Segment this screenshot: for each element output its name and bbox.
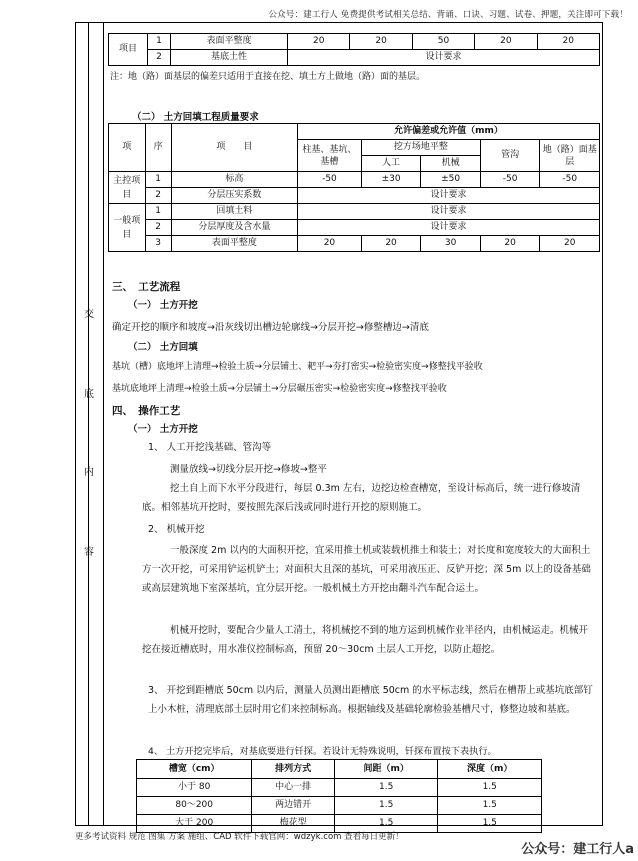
item-1-flow: 测量放线→切线分层开挖→修坡→整平 bbox=[170, 464, 327, 475]
section-3-2-title: （二） 土方回填 bbox=[128, 342, 198, 353]
table-cell: 大于 200 bbox=[137, 815, 252, 833]
item-1-paragraph: 挖土自上而下水平分段进行，每层 0.3m 左右，边挖边检查槽宽，至设计标高后，统一进行修坡清底。相邻基坑开挖时，要按照先深后浅或同时进行开挖的原则施工。 bbox=[142, 483, 581, 513]
side-label-4: 容 bbox=[84, 547, 94, 558]
table-cell: 1.5 bbox=[334, 797, 438, 815]
table-cell: 1 bbox=[145, 204, 171, 220]
table-cell: 标高 bbox=[171, 172, 297, 188]
table-cell: 50 bbox=[412, 34, 474, 50]
table-header: 间距（m） bbox=[334, 760, 438, 779]
table-cell: ±50 bbox=[421, 172, 481, 188]
table-cell: 20 bbox=[537, 34, 599, 50]
table-header: 挖方场地平整 bbox=[361, 140, 480, 156]
table-cell: 20 bbox=[288, 34, 350, 50]
table-cell: 1.5 bbox=[334, 779, 438, 797]
section-3-1-title: （一） 土方开挖 bbox=[128, 300, 198, 311]
table-header: 人工 bbox=[361, 156, 421, 172]
table-header: 槽宽（cm） bbox=[137, 760, 252, 779]
footer-text: 更多考试资料 规范 图集 方案 施组、CAD 软件下载官网：wdzyk.com 查看每日更新！ bbox=[75, 832, 404, 842]
table-cell: 30 bbox=[421, 236, 481, 252]
table-cell: 基底土性 bbox=[171, 50, 288, 66]
table-cell: 设计要求 bbox=[298, 220, 600, 236]
table-row bbox=[109, 172, 600, 188]
table-header: 深度（m） bbox=[438, 760, 542, 779]
table-header: 柱基、基坑、基槽 bbox=[298, 140, 362, 172]
table-cell: 20 bbox=[361, 236, 421, 252]
top-row-label: 项目 bbox=[109, 34, 148, 66]
section-2-title: （二） 土方回填工程质量要求 bbox=[132, 112, 259, 123]
table-row bbox=[109, 124, 600, 140]
table-cell: 20 bbox=[475, 34, 537, 50]
document-page bbox=[75, 22, 603, 826]
table-row bbox=[109, 236, 600, 252]
table-row bbox=[109, 34, 600, 50]
side-label-2: 底 bbox=[84, 389, 94, 400]
table-cell: 1 bbox=[145, 172, 171, 188]
table-header: 地（路）面基层 bbox=[540, 140, 600, 172]
table-cell: 表面平整度 bbox=[171, 34, 288, 50]
table-cell: -50 bbox=[298, 172, 362, 188]
section-4-title: 四、 操作工艺 bbox=[112, 405, 181, 417]
table-row bbox=[137, 779, 542, 797]
table-cell: 20 bbox=[350, 34, 412, 50]
table-cell: 1.5 bbox=[438, 797, 542, 815]
table-cell: 1.5 bbox=[334, 815, 438, 833]
table-cell: 中心一排 bbox=[252, 779, 335, 797]
table-header: 项 目 bbox=[171, 124, 297, 172]
table-cell: 两边错开 bbox=[252, 797, 335, 815]
table-cell: 分层压实系数 bbox=[171, 188, 297, 204]
table-header: 允许偏差或允许值（mm） bbox=[298, 124, 600, 140]
section-3-title: 三、 工艺流程 bbox=[112, 281, 181, 293]
section-3-1-text: 确定开挖的顺序和坡度→沿灰线切出槽边轮廓线→分层开挖→修整槽边→清底 bbox=[112, 322, 429, 333]
table-cell: 梅花型 bbox=[252, 815, 335, 833]
table-row bbox=[109, 204, 600, 220]
section-3-2-text-1: 基坑（槽）底地坪上清理→检验土质→分层铺土、耙平→夯打密实→检验密实度→修整找平验收 bbox=[112, 362, 483, 372]
table-cell: ±30 bbox=[361, 172, 421, 188]
table-note: 注：地（路）面基层的偏差只适用于直接在挖、填土方上做地（路）面的基层。 bbox=[110, 72, 426, 82]
item-3-paragraph: 3、 开挖到距槽底 50cm 以内后，测量人员测出距槽底 50cm 的水平标志线，然后在槽帮上或基坑底部钉上小木桩，清理底部土层时用它们来控制标高。根据轴线及基础轮廓检验基槽尺寸，修整边坡和基底。 bbox=[148, 685, 593, 715]
table-cell: 20 bbox=[298, 236, 362, 252]
table-cell: 1.5 bbox=[438, 815, 542, 833]
table-cell: 2 bbox=[148, 50, 171, 66]
side-label-1: 交 bbox=[84, 309, 94, 320]
table-header: 序 bbox=[145, 124, 171, 172]
side-label-3: 内 bbox=[84, 467, 94, 478]
table-cell: 设计要求 bbox=[298, 204, 600, 220]
probe-table bbox=[136, 759, 542, 833]
table-row bbox=[137, 797, 542, 815]
table-row bbox=[109, 188, 600, 204]
table-cell: 设计要求 bbox=[288, 50, 600, 66]
section-4-1-title: （一） 土方开挖 bbox=[128, 424, 198, 435]
table-cell: 分层厚度及含水量 bbox=[171, 220, 297, 236]
section-3-2-text-2: 基坑底地坪上清理→检验土质→分层铺土→分层碾压密实→检验密实度→修整找平验收 bbox=[112, 384, 447, 394]
item-2-paragraph-1: 一般深度 2m 以内的大面积开挖，宜采用推土机或装载机推土和装土；对长度和宽度较大的大面积土方一次开挖，可采用铲运机铲土；对面积大且深的基坑，可采用液压正、反铲开挖；深 5m 以上的设备基础或高层建筑地下室深基坑，宜分层开挖。一般机械土方开挖由翻斗汽车配合运土。 bbox=[142, 545, 591, 594]
header-banner: 公众号：建工行人 免费提供考试相关总结、背诵、口诀、习题、试卷、押题，关注即可下载！ bbox=[268, 10, 628, 20]
table-cell: 2 bbox=[145, 188, 171, 204]
table-row bbox=[109, 50, 600, 66]
item-4-text: 4、 土方开挖完毕后，对基底要进行钎探。若设计无特殊说明，钎探布置按下表执行。 bbox=[148, 746, 497, 757]
item-2-paragraph-2: 机械开挖时，要配合少量人工清土，将机械挖不到的地方运到机械作业半径内，由机械运走。机械开挖在接近槽底时，用水准仪控制标高，预留 20～30cm 土层人工开挖，以防止超挖。 bbox=[142, 625, 589, 655]
watermark: 公众号：建工行人a bbox=[521, 842, 634, 857]
table-header: 项 bbox=[109, 124, 146, 172]
table-row bbox=[109, 220, 600, 236]
content-area bbox=[108, 23, 600, 828]
table-cell: 1 bbox=[148, 34, 171, 50]
table-cell: -50 bbox=[480, 172, 540, 188]
table-cell: 2 bbox=[145, 220, 171, 236]
table-cell: 设计要求 bbox=[298, 188, 600, 204]
table-cell: 20 bbox=[540, 236, 600, 252]
table-cell: 一般项目 bbox=[109, 204, 146, 252]
table-cell: 表面平整度 bbox=[171, 236, 297, 252]
side-column bbox=[76, 23, 104, 825]
table-row bbox=[137, 760, 542, 779]
table-cell: 小于 80 bbox=[137, 779, 252, 797]
table-header: 排列方式 bbox=[252, 760, 335, 779]
item-1-title: 1、 人工开挖浅基础、管沟等 bbox=[148, 442, 272, 453]
item-2-title: 2、 机械开挖 bbox=[148, 524, 205, 535]
table-cell: 1.5 bbox=[438, 779, 542, 797]
table-cell: 主控项目 bbox=[109, 172, 146, 204]
table-cell: 20 bbox=[480, 236, 540, 252]
table-cell: 3 bbox=[145, 236, 171, 252]
table-cell: -50 bbox=[540, 172, 600, 188]
top-table bbox=[108, 33, 600, 66]
table-header: 机械 bbox=[421, 156, 481, 172]
table-header: 管沟 bbox=[480, 140, 540, 172]
table-cell: 回填土料 bbox=[171, 204, 297, 220]
fill-table bbox=[108, 123, 600, 252]
table-cell: 80～200 bbox=[137, 797, 252, 815]
